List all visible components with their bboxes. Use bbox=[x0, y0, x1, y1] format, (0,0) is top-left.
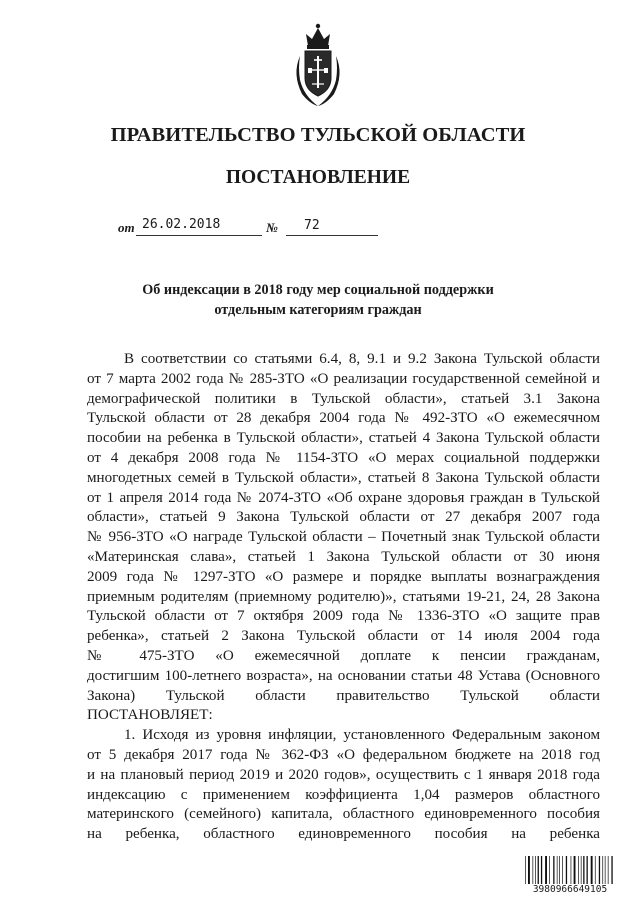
body-line: ПОСТАНОВЛЯЕТ: bbox=[87, 707, 213, 724]
body-line: от 5 декабря 2017 года № 362-ФЗ «О федеральном бюджете на 2018 год bbox=[87, 746, 600, 763]
barcode-bar bbox=[553, 856, 554, 886]
barcode-bar bbox=[549, 856, 550, 886]
date-number-line bbox=[118, 218, 388, 238]
barcode-bar bbox=[583, 856, 584, 886]
date-label: от bbox=[118, 220, 135, 235]
date-value: 26.02.2018 bbox=[136, 217, 262, 236]
barcode-bar bbox=[611, 856, 612, 886]
body-line: достигшим 100-летнего возраста», на основании статьи 48 Устава (Основного bbox=[87, 667, 600, 684]
body-line: 1. Исходя из уровня инфляции, установленного Федеральным законом bbox=[124, 727, 600, 744]
document-subject bbox=[0, 280, 636, 320]
body-line: от 1 апреля 2014 года № 2074-ЗТО «Об охране здоровья граждан в Тульской bbox=[87, 489, 600, 506]
barcode-bar bbox=[587, 856, 588, 886]
barcode bbox=[524, 856, 616, 896]
body-line: пособии на ребенка в Тульской области», статьей 4 Закона Тульской области bbox=[87, 430, 600, 447]
body-line: 2009 года № 1297-ЗТО «О размере и порядке выплаты вознаграждения bbox=[87, 568, 600, 585]
barcode-bar bbox=[595, 856, 596, 886]
body-line: демографической политики в Тульской области», статьей 3.1 Закона bbox=[87, 390, 600, 407]
body-line: и на плановый период 2019 и 2020 годов», осуществить с 1 января 2018 года bbox=[87, 766, 600, 783]
body-line: области», статьей 9 Закона Тульской области от 27 декабря 2007 года bbox=[87, 509, 600, 526]
number-value: 72 bbox=[286, 218, 378, 236]
barcode-bar bbox=[535, 856, 536, 886]
barcode-number: 3980966649105 bbox=[524, 884, 616, 895]
organization-title: ПРАВИТЕЛЬСТВО ТУЛЬСКОЙ ОБЛАСТИ bbox=[110, 124, 526, 146]
barcode-bar bbox=[538, 856, 539, 886]
body-line: Тульской области от 7 октября 2009 года № 1336-ЗТО «О защите прав bbox=[87, 608, 600, 625]
body-line: от 4 декабря 2008 года № 1154-ЗТО «О мерах социальной поддержки bbox=[87, 449, 600, 466]
coat-of-arms-icon bbox=[286, 22, 350, 108]
body-line: № 475-ЗТО «О ежемесячной доплате к пенсии гражданам, bbox=[87, 647, 600, 664]
barcode-bar bbox=[578, 856, 579, 886]
body-line: № 956-ЗТО «О награде Тульской области – Почетный знак Тульской области bbox=[87, 529, 600, 546]
barcode-bar bbox=[562, 856, 563, 886]
body-line: индексацию с применением коэффициента 1,04 размеров областного bbox=[87, 786, 600, 803]
barcode-bar bbox=[566, 856, 567, 886]
body-line: многодетных семей в Тульской области», статьей 8 Закона Тульской области bbox=[87, 469, 600, 486]
body-line: материнского (семейного) капитала, областного единовременного пособия bbox=[87, 806, 600, 823]
barcode-bar bbox=[599, 856, 600, 886]
body-line: Закона) Тульской области правительство Тульской области bbox=[87, 687, 600, 704]
barcode-bar bbox=[581, 856, 582, 886]
body-line: В соответствии со статьями 6.4, 8, 9.1 и 9.2 Закона Тульской области bbox=[124, 351, 600, 367]
barcode-bar bbox=[591, 856, 593, 886]
barcode-bar bbox=[559, 856, 560, 886]
barcode-bar bbox=[525, 856, 526, 886]
body-line: «Материнская слава», статьей 1 Закона Тульской области от 30 июня bbox=[87, 548, 600, 565]
barcode-bar bbox=[557, 856, 558, 886]
body-line: приемным родителям (приемному родителю)», статьями 19-21, 24, 28 Закона bbox=[87, 588, 600, 605]
body-line: ребенка», статьей 2 Закона Тульской области от 14 июля 2004 года bbox=[87, 628, 600, 645]
document-body bbox=[87, 350, 600, 845]
barcode-bar bbox=[608, 856, 609, 886]
barcode-bar bbox=[602, 856, 603, 886]
barcode-bar bbox=[574, 856, 576, 886]
barcode-bars bbox=[524, 856, 616, 886]
document-type-title: ПОСТАНОВЛЕНИЕ bbox=[225, 167, 411, 188]
barcode-bar bbox=[528, 856, 530, 886]
barcode-bar bbox=[545, 856, 547, 886]
barcode-bar bbox=[541, 856, 542, 886]
barcode-bar bbox=[605, 856, 606, 886]
body-line: Тульской области от 28 декабря 2004 года № 492-ЗТО «О ежемесячном bbox=[87, 410, 600, 427]
barcode-bar bbox=[533, 856, 534, 886]
subject-line-1: Об индексации в 2018 году мер социальной поддержки bbox=[142, 282, 494, 298]
subject-line-2: отдельным категориям граждан bbox=[214, 302, 422, 318]
body-line: от 7 марта 2002 года № 285-ЗТО «О реализации государственной семейной и bbox=[87, 370, 600, 387]
number-label: № bbox=[266, 220, 278, 235]
body-line: на ребенка, областного единовременного пособия на ребенка bbox=[87, 826, 600, 843]
barcode-bar bbox=[571, 856, 572, 886]
